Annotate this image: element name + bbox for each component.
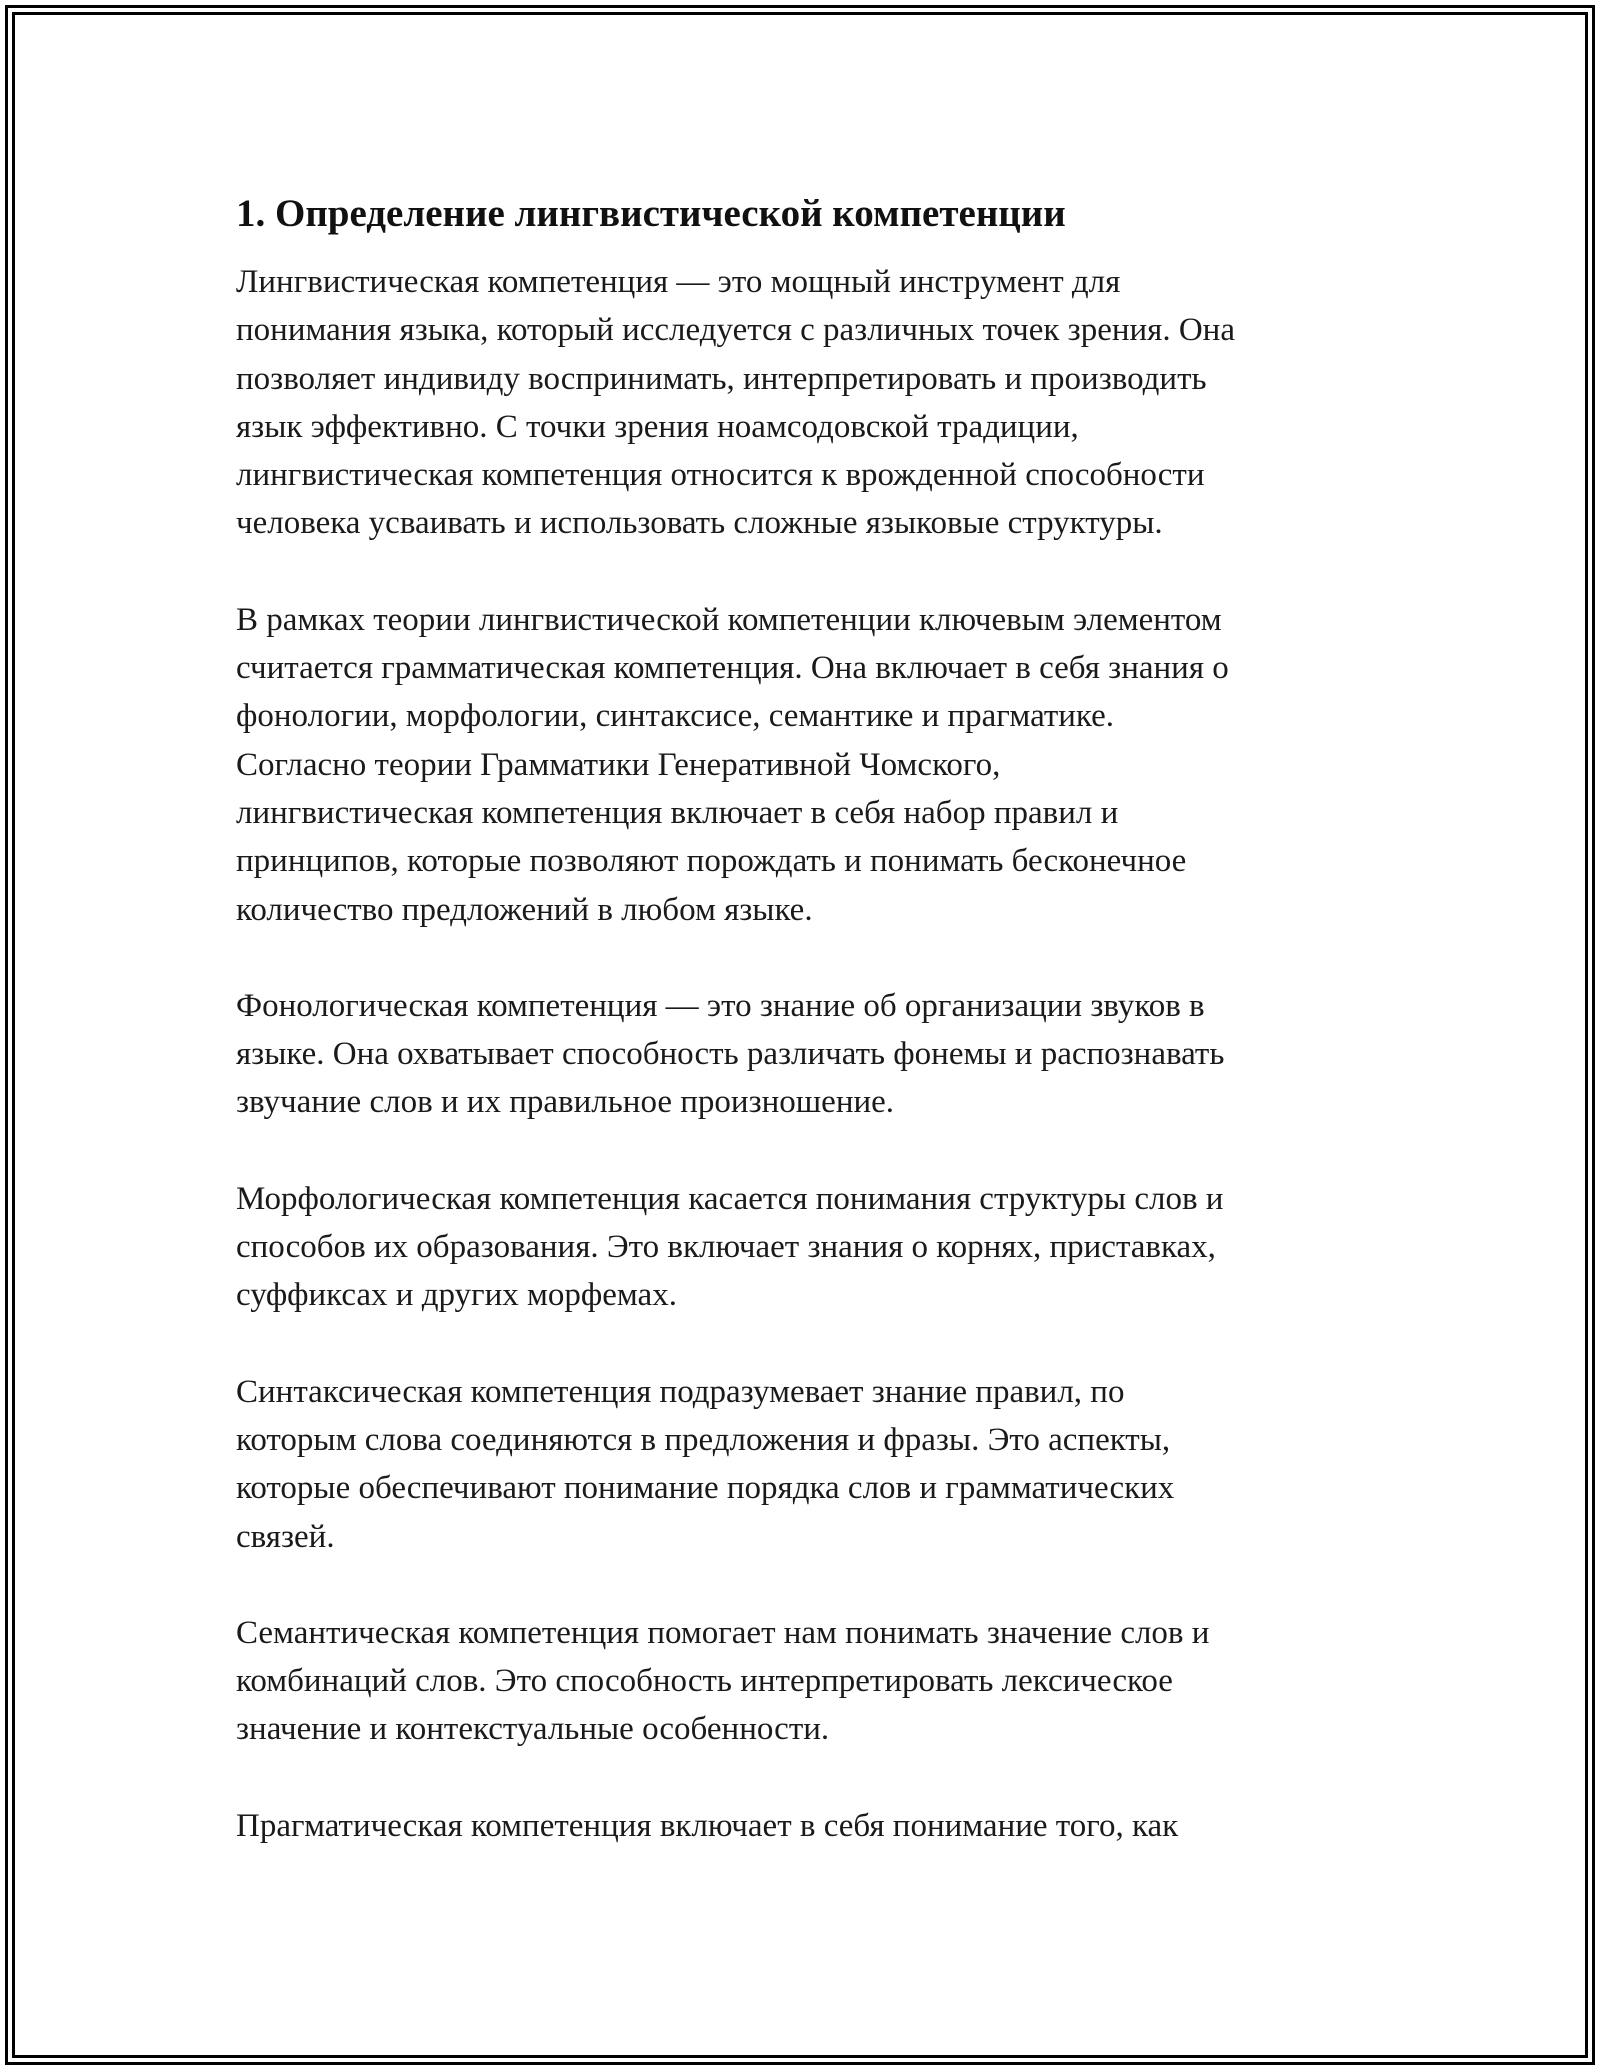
text-line: Синтаксическая компетенция подразумевает знание правил, по — [236, 1373, 1125, 1410]
text-line: Согласно теории Грамматики Генеративной Чомского, — [236, 746, 1001, 783]
text-line: которые обеспечивают понимание порядка слов и грамматических — [236, 1470, 1175, 1507]
text-line: человека усваивать и использовать сложные языковые структуры. — [236, 505, 1163, 542]
text-line: В рамках теории лингвистической компетенции ключевым элементом — [236, 601, 1222, 638]
text-line: Лингвистическая компетенция — это мощный инструмент для — [236, 264, 1121, 300]
text-line: язык эффективно. С точки зрения ноамсодовской традиции, — [236, 408, 1079, 445]
paragraph-syntactic — [236, 1368, 1386, 1561]
text-line: связей. — [236, 1518, 335, 1555]
paragraph-pragmatic — [236, 1802, 1386, 1850]
section-heading: 1. Определение лингвистической компетенции — [236, 192, 1066, 235]
paragraph-semantic — [236, 1609, 1386, 1754]
text-line: языке. Она охватывает способность различать фонемы и распознавать — [236, 1036, 1225, 1073]
document-body — [236, 186, 1386, 1898]
text-line: количество предложений в любом языке. — [236, 891, 813, 928]
text-line: позволяет индивиду воспринимать, интерпретировать и производить — [236, 360, 1207, 397]
text-line: Семантическая компетенция помогает нам понимать значение слов и — [236, 1614, 1210, 1651]
text-line: лингвистическая компетенция относится к врожденной способности — [236, 457, 1205, 494]
text-line: Морфологическая компетенция касается понимания структуры слов и — [236, 1180, 1224, 1217]
text-line: звучание слов и их правильное произношение. — [236, 1084, 895, 1121]
text-line: Фонологическая компетенция — это знание об организации звуков в — [236, 987, 1205, 1024]
text-line: способов их образования. Это включает знания о корнях, приставках, — [236, 1229, 1216, 1266]
text-line: комбинаций слов. Это способность интерпретировать лексическое — [236, 1663, 1173, 1700]
paragraph-list — [236, 258, 1386, 1850]
text-line: суффиксах и других морфемах. — [236, 1277, 677, 1314]
text-line: понимания языка, который исследуется с различных точек зрения. Она — [236, 312, 1235, 349]
text-line: значение и контекстуальные особенности. — [236, 1711, 830, 1748]
text-line: Прагматическая компетенция включает в себя понимание того, как — [236, 1807, 1179, 1844]
text-line: лингвистическая компетенция включает в себя набор правил и — [236, 794, 1119, 831]
paragraph-grammatical — [236, 596, 1386, 934]
text-line: которым слова соединяются в предложения и фразы. Это аспекты, — [236, 1421, 1171, 1458]
text-line: принципов, которые позволяют порождать и понимать бесконечное — [236, 843, 1187, 880]
text-line: фонологии, морфологии, синтаксисе, семантике и прагматике. — [236, 698, 1115, 735]
paragraph-morphological — [236, 1175, 1386, 1320]
paragraph-definition — [236, 258, 1386, 548]
paragraph-phonological — [236, 982, 1386, 1127]
text-line: считается грамматическая компетенция. Она включает в себя знания о — [236, 650, 1229, 687]
